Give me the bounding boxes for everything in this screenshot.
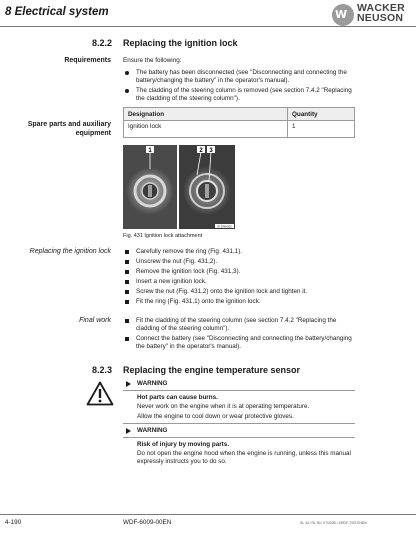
requirements-intro: Ensure the following:	[123, 57, 182, 64]
list-item: Screw the nut (Fig. 431,2) onto the ignition lock and tighten it.	[123, 288, 355, 296]
warning-separator	[123, 423, 355, 424]
header-rule	[0, 26, 416, 27]
footer-rule	[0, 514, 416, 515]
warning-text: Never work on the engine when it is at operating temperature.	[137, 403, 310, 410]
table-cell: Ignition lock	[124, 121, 288, 138]
warning-hazard: Risk of injury by moving parts.	[137, 441, 230, 448]
warning-hazard: Hot parts can cause burns.	[137, 394, 218, 401]
warning-heading: WARNING	[123, 426, 355, 435]
table-cell: 1	[288, 121, 355, 138]
list-item: Carefully remove the ring (Fig. 431,1).	[123, 248, 355, 256]
requirements-list	[123, 69, 355, 105]
list-item: Remove the ignition lock (Fig. 431,3).	[123, 268, 355, 276]
ignition-lock-photo	[123, 145, 235, 229]
section-number: 8.2.3	[92, 365, 113, 375]
final-work-label: Final work	[79, 317, 111, 324]
procedure-steps	[123, 248, 355, 308]
warning-separator	[123, 437, 355, 438]
table-header: Designation	[124, 108, 288, 121]
figure-callout: 3	[209, 148, 213, 154]
procedure-label: Replacing the ignition lock	[29, 248, 111, 255]
ignition-lock-illustration	[123, 145, 235, 229]
spare-parts-table	[123, 107, 355, 138]
figure-callout: 2	[199, 148, 203, 154]
list-item: Unscrew the nut (Fig. 431,2).	[123, 258, 355, 266]
figure-code: ID 3789-002	[217, 225, 232, 229]
table-row	[124, 121, 355, 138]
warning-text: Allow the engine to cool down or wear protective gloves.	[137, 413, 294, 420]
section-title: Replacing the ignition lock	[123, 38, 238, 48]
table-header: Quantity	[288, 108, 355, 121]
section-number: 8.2.2	[92, 38, 113, 48]
list-item: The battery has been disconnected (see "Disconnecting and connecting the battery/changing the battery" in the operator's manual).	[123, 69, 355, 85]
final-work-steps	[123, 317, 355, 353]
warning-triangle-icon	[86, 381, 114, 406]
warning-heading: WARNING	[123, 379, 355, 388]
footer-fine-print: SL 44 / RL 50 / 07/2008 • DRDF-TSR-ENDN	[300, 521, 367, 525]
section-title: Replacing the engine temperature sensor	[123, 365, 301, 375]
warning-box	[123, 379, 355, 468]
wacker-neuson-logo-icon: W	[332, 4, 354, 26]
brand-logo	[332, 3, 412, 27]
spare-parts-label: Spare parts and auxiliary equipment	[27, 121, 111, 137]
list-item: Fit the cladding of the steering column (see section 7.4.2 "Replacing the cladding of the steering column").	[123, 317, 355, 333]
list-item: Connect the battery (see "Disconnecting and connecting the battery/changing the battery" in the operator's manual).	[123, 335, 355, 351]
warning-separator	[123, 390, 355, 391]
figure-callout: 1	[148, 148, 152, 154]
brand-name: WACKER NEUSON	[357, 2, 405, 24]
list-item: Fit the ring (Fig. 431,1) onto the ignition lock.	[123, 298, 355, 306]
document-id: WDF-6009-00EN	[123, 519, 172, 526]
list-item: The cladding of the steering column is removed (see section 7.4.2 "Replacing the cladding of the steering column").	[123, 87, 355, 103]
figure-caption: Fig. 431 Ignition lock attachment	[123, 233, 203, 239]
list-item: Insert a new ignition lock.	[123, 278, 355, 286]
page-number: 4-190	[5, 519, 22, 526]
chapter-heading: 8 Electrical system	[5, 6, 109, 18]
warning-text: Do not open the engine hood when the engine is running, unless this manual expressly instructs you to do so.	[137, 450, 351, 465]
requirements-label: Requirements	[64, 57, 111, 64]
